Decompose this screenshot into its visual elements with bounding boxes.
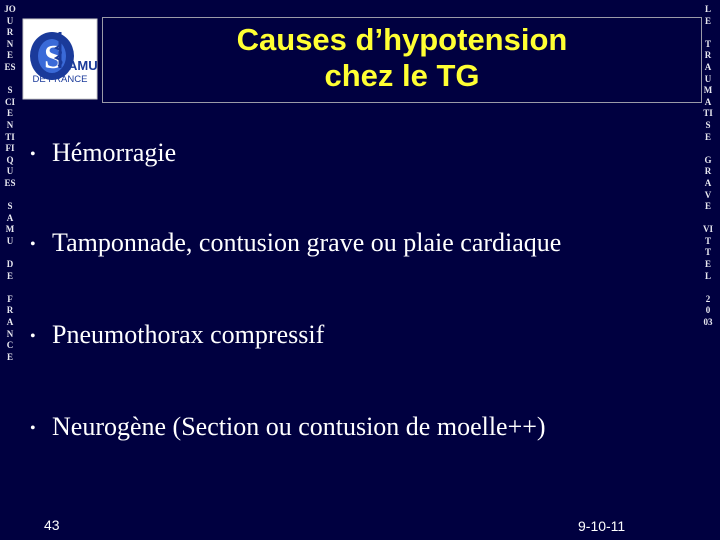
banner-letter: ES xyxy=(4,177,16,188)
bullet-text: Neurogène (Section ou contusion de moelle++) xyxy=(52,412,546,441)
logo-text-bottom: DE FRANCE xyxy=(32,74,88,85)
banner-letter: 03 xyxy=(703,317,713,328)
bullet-dot: • xyxy=(30,328,36,346)
banner-letter: E xyxy=(6,270,13,281)
banner-letter: VI xyxy=(702,224,713,235)
bullet-text: Tamponnade, contusion grave ou plaie cardiaque xyxy=(52,228,562,257)
banner-letter: V xyxy=(704,189,712,200)
banner-letter: R xyxy=(6,305,14,316)
banner-letter: N xyxy=(6,119,14,130)
banner-letter: T xyxy=(704,235,711,246)
banner-letter: M xyxy=(5,224,15,235)
banner-letter: A xyxy=(704,177,712,188)
banner-letter: S xyxy=(705,119,711,130)
bullet-text: Hémorragie xyxy=(52,138,177,167)
banner-letter: L xyxy=(704,270,711,281)
banner-letter: E xyxy=(6,50,13,61)
left-vertical-banner xyxy=(3,4,17,363)
banner-letter: 2 xyxy=(705,293,711,304)
bullet-item xyxy=(30,138,176,170)
banner-letter: E xyxy=(6,351,13,362)
banner-letter: T xyxy=(704,38,711,49)
banner-letter: TI xyxy=(5,131,15,142)
banner-letter: S xyxy=(7,85,13,96)
banner-letter: TI xyxy=(703,108,713,119)
banner-letter: JO xyxy=(4,4,16,14)
banner-letter: A xyxy=(704,61,712,72)
banner-letter: A xyxy=(704,96,712,107)
bullet-item xyxy=(30,412,546,444)
banner-letter: M xyxy=(703,85,713,96)
banner-letter: U xyxy=(6,15,14,26)
slide-number: 43 xyxy=(44,517,60,533)
banner-letter: T xyxy=(704,247,711,258)
banner-letter: N xyxy=(6,328,14,339)
banner-letter: D xyxy=(6,259,14,270)
samu-logo xyxy=(22,18,98,100)
banner-letter: N xyxy=(6,38,14,49)
banner-letter: E xyxy=(704,201,711,212)
title-line-2: chez le TG xyxy=(324,58,480,93)
logo-text-top: AMU xyxy=(68,58,98,73)
banner-letter: R xyxy=(704,50,712,61)
banner-letter: G xyxy=(704,154,712,165)
slide-date: 9-10-11 xyxy=(578,518,626,534)
bullet-dot: • xyxy=(30,420,36,438)
banner-letter: E xyxy=(6,108,13,119)
banner-letter: R xyxy=(704,166,712,177)
slide-title xyxy=(102,22,702,94)
banner-letter: S xyxy=(7,201,13,212)
banner-letter: L xyxy=(704,4,711,14)
banner-letter: FI xyxy=(5,143,15,154)
bullet-dot: • xyxy=(30,236,36,254)
banner-letter: Q xyxy=(6,154,14,165)
bullet-dot: • xyxy=(30,146,36,164)
bullet-item xyxy=(30,320,324,352)
banner-letter: E xyxy=(704,15,711,26)
banner-letter: U xyxy=(6,235,14,246)
banner-letter: 0 xyxy=(705,305,711,316)
banner-letter: R xyxy=(6,27,14,38)
banner-letter: CI xyxy=(4,96,15,107)
logo-letter: S xyxy=(44,39,63,76)
banner-letter: A xyxy=(6,317,14,328)
banner-letter: U xyxy=(704,73,712,84)
bullet-text: Pneumothorax compressif xyxy=(52,320,325,349)
banner-letter: C xyxy=(6,340,14,351)
banner-letter: E xyxy=(704,259,711,270)
banner-letter: F xyxy=(7,293,13,304)
banner-letter: E xyxy=(704,131,711,142)
banner-letter: A xyxy=(6,212,14,223)
right-vertical-banner xyxy=(701,4,715,329)
bullet-item xyxy=(30,228,561,260)
banner-letter: ES xyxy=(4,61,16,72)
banner-letter: U xyxy=(6,166,14,177)
title-line-1: Causes d’hypotension xyxy=(236,22,568,57)
